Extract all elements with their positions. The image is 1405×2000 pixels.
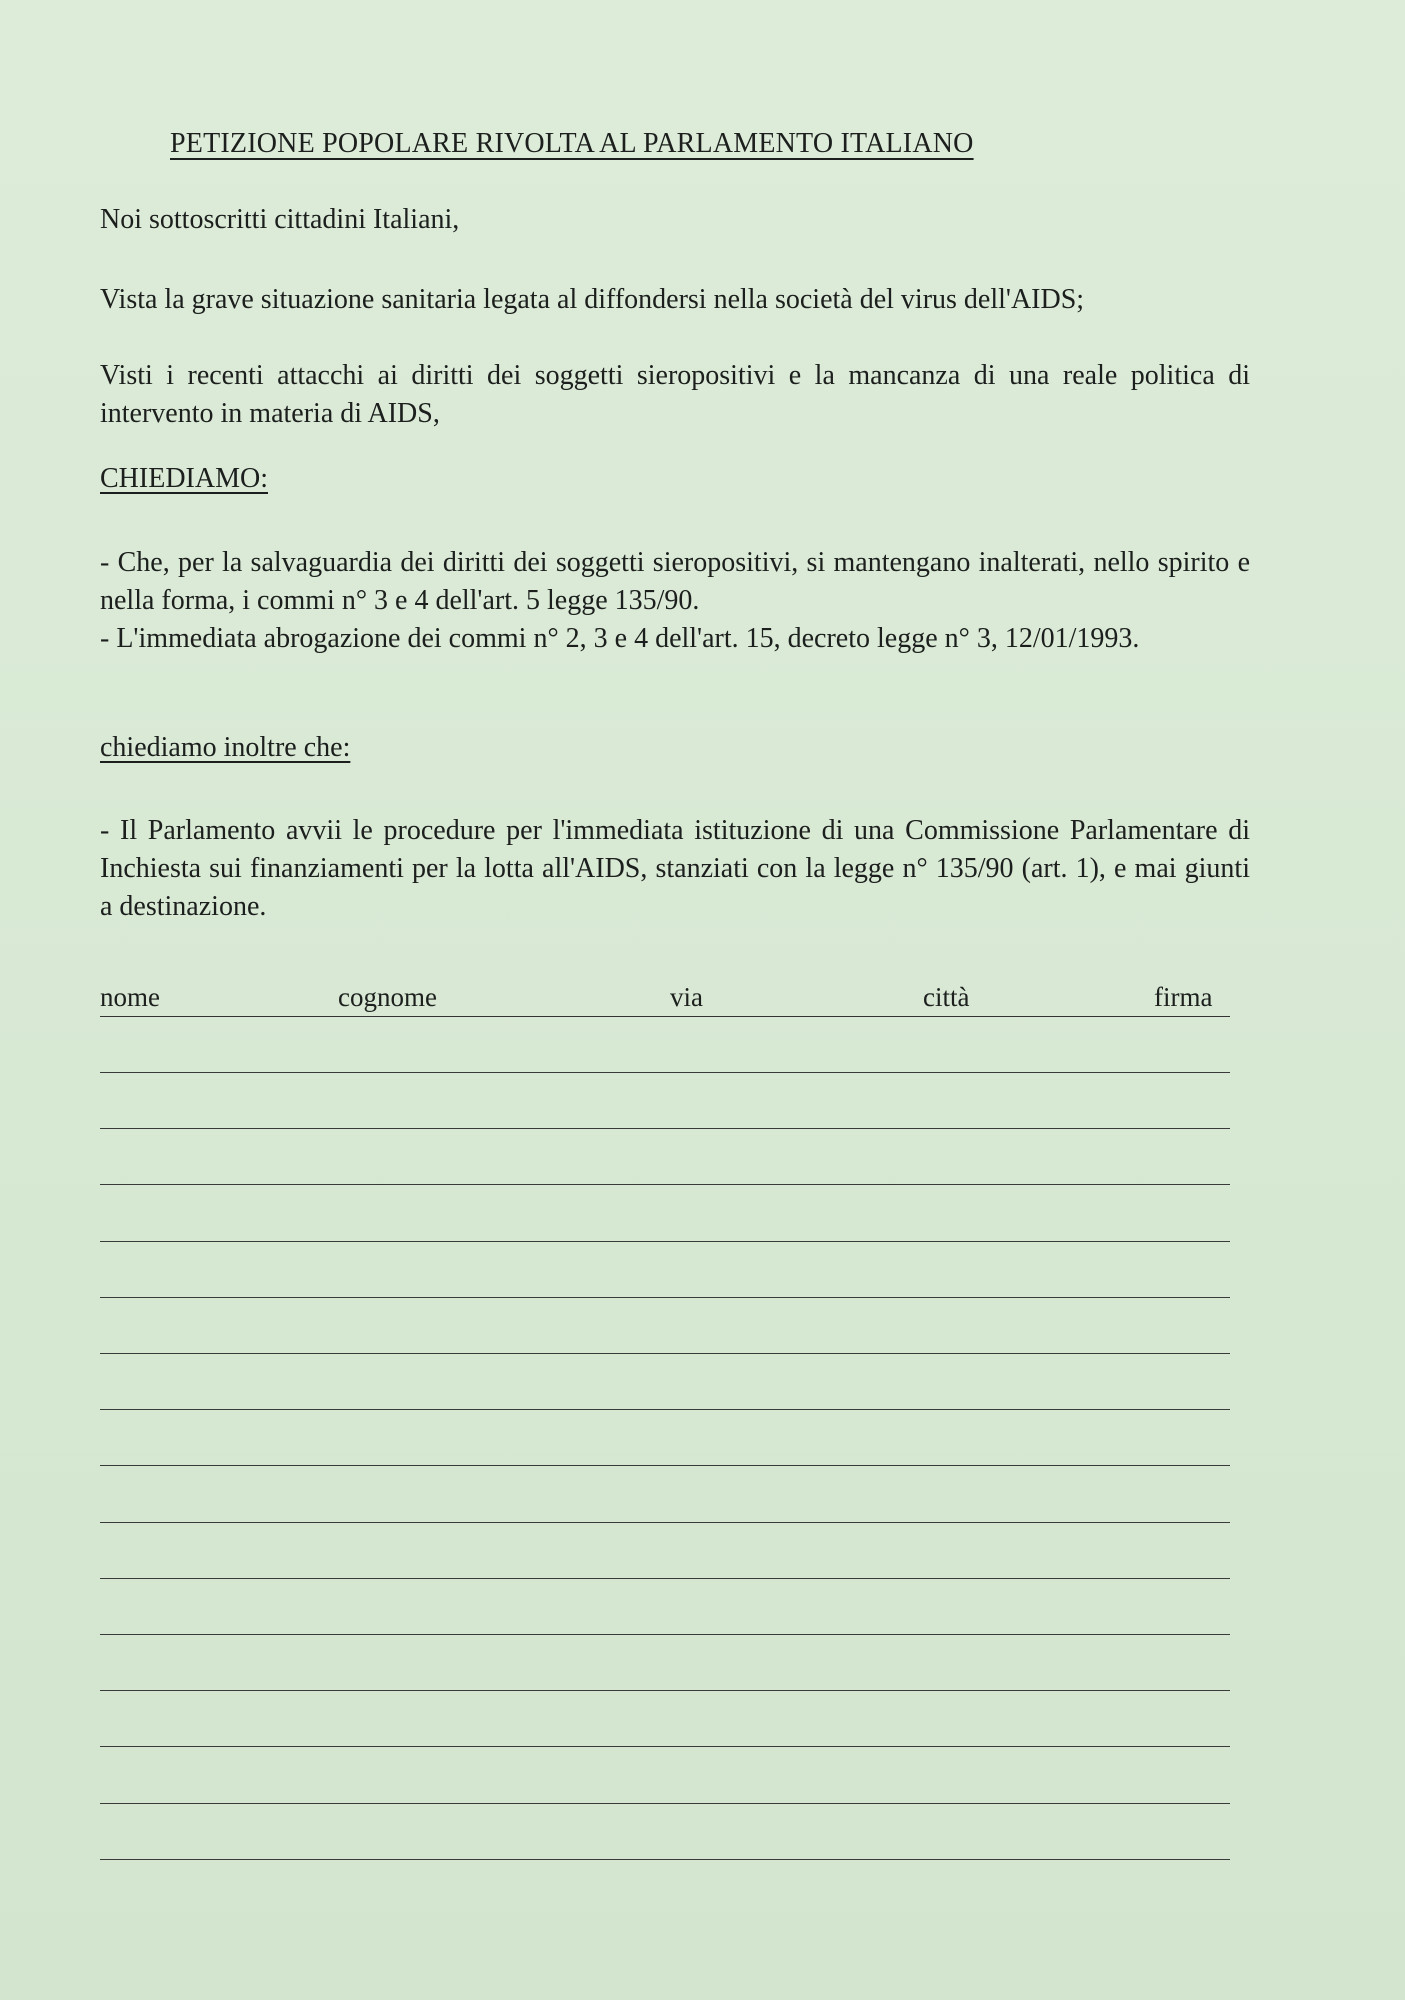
intro-line: Noi sottoscritti cittadini Italiani, [100, 204, 460, 235]
signature-row-line [100, 1128, 1230, 1129]
signature-row-line [100, 1184, 1230, 1185]
further-request-1: - Il Parlamento avvii le procedure per l'immediata istituzione di una Commissione Parlamentare di Inchiesta sui finanziamenti per la lotta all'AIDS, stanziati con la legge n° 135/90 (art. 1), e mai giunti a destinazione. [100, 815, 1250, 922]
signature-row-line [100, 1746, 1230, 1747]
signature-row-line [100, 1634, 1230, 1635]
column-header-nome: nome [100, 982, 160, 1012]
request-heading: CHIEDIAMO: [100, 463, 268, 494]
document-title: PETIZIONE POPOLARE RIVOLTA AL PARLAMENTO ITALIANO [170, 128, 974, 159]
column-header-via: via [670, 982, 703, 1012]
signature-row-line [100, 1353, 1230, 1354]
premise-2: Visti i recenti attacchi ai diritti dei soggetti sieropositivi e la mancanza di una reale politica di intervento in materia di AIDS, [100, 360, 1250, 429]
signature-row-line [100, 1578, 1230, 1579]
signature-row-line [100, 1690, 1230, 1691]
signature-row-line [100, 1409, 1230, 1410]
signature-row-line [100, 1803, 1230, 1804]
further-request-heading: chiediamo inoltre che: [100, 732, 351, 763]
request-1: - Che, per la salvaguardia dei diritti dei soggetti sieropositivi, si mantengano inalterati, nello spirito e nella forma, i commi n° 3 e 4 dell'art. 5 legge 135/90. [100, 547, 1250, 616]
signature-table-header [100, 982, 1230, 1017]
column-header-firma: firma [1154, 982, 1213, 1012]
signature-row-line [100, 1072, 1230, 1073]
premise-1: Vista la grave situazione sanitaria legata al diffondersi nella società del virus dell'AIDS; [100, 284, 1085, 315]
signature-row-line [100, 1465, 1230, 1466]
signature-row-line [100, 1522, 1230, 1523]
column-header-citta: città [923, 982, 970, 1012]
signature-row-line [100, 1297, 1230, 1298]
request-2: - L'immediata abrogazione dei commi n° 2, 3 e 4 dell'art. 15, decreto legge n° 3, 12/01/1993. [100, 623, 1140, 654]
signature-row-line [100, 1859, 1230, 1860]
column-header-cognome: cognome [338, 982, 437, 1012]
signature-row-line [100, 1241, 1230, 1242]
